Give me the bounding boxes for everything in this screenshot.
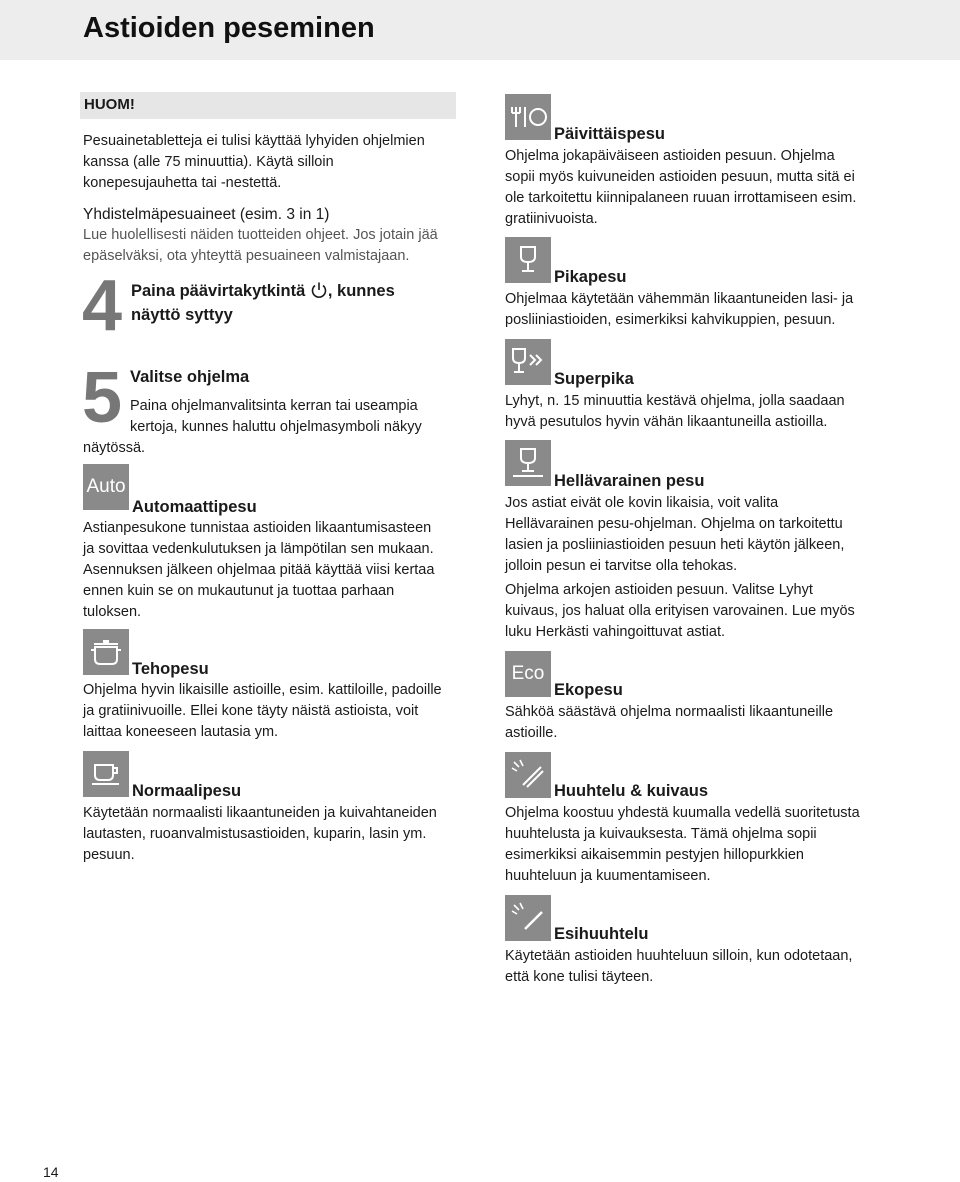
combo-line: Lue huolellisesti näiden tuotteiden ohjeet. Jos jotain jää (83, 227, 438, 243)
auto-icon (83, 464, 129, 510)
huuhtelu-line: huuhteluun ja kuumentamiseen. (505, 868, 711, 884)
note-line: Pesuainetabletteja ei tulisi käyttää lyhyiden ohjelmien (83, 133, 425, 149)
combo-title: Yhdistelmäpesuaineet (esim. 3 in 1) (83, 206, 330, 223)
step-4-number: 4 (82, 266, 123, 346)
huuhtelu-line: Ohjelma koostuu yhdestä kuumalla vedellä suoritetusta (505, 805, 860, 821)
note-line: konepesujauhetta tai -nestettä. (83, 175, 282, 191)
hellavarainen-line: lasien ja posliiniastioiden pesuun heti käytön jälkeen, (505, 537, 845, 553)
rinse-dry-icon (505, 752, 551, 798)
pika-line: Ohjelmaa käytetään vähemmän likaantuneiden lasi- ja (505, 291, 854, 307)
superpika-title: Superpika (554, 370, 634, 388)
cutlery-plate-icon (505, 94, 551, 140)
teho-title: Tehopesu (132, 660, 209, 678)
superpika-description (505, 391, 895, 433)
glass-plate-icon (505, 440, 551, 486)
paivittais-line: gratiinivuoista. (505, 211, 598, 227)
step-4-suffix: , kunnes (327, 282, 395, 300)
eco-icon-text: Eco (511, 663, 545, 684)
auto-line: ja sovittaa vedenkulutuksen ja lämpötilan sen mukaan. (83, 541, 434, 557)
glass-icon (505, 237, 551, 283)
pika-description (505, 289, 895, 331)
normaali-line: pesuun. (83, 847, 135, 863)
superpika-line: Lyhyt, n. 15 minuuttia kestävä ohjelma, jolla saadaan (505, 393, 845, 409)
teho-line: Ohjelma hyvin likaisille astioille, esim. kattiloille, padoille (83, 682, 442, 698)
step-5-line: kertoja, kunnes haluttu ohjelmasymboli näkyy (130, 419, 422, 435)
eko-title: Ekopesu (554, 681, 623, 699)
esihuuhtelu-description (505, 946, 895, 988)
eko-line: astioille. (505, 725, 558, 741)
hellavarainen-description-2 (505, 580, 895, 643)
hellavarainen-line: kuivaus, jos haluat olla erityisen varovainen. Lue myös (505, 603, 855, 619)
step-4-text: Paina päävirtakytkintä (131, 282, 306, 300)
superpika-line: hyvä pesutulos hyvin vähän likaantuneilla astioilla. (505, 414, 828, 430)
step-4-line1 (131, 281, 395, 304)
step-5-line: näytössä. (83, 440, 146, 456)
paivittais-line: ole tarkoitettu kiinnipalaneen ruuan irrottamiseen esim. (505, 190, 857, 206)
note-banner (80, 92, 456, 119)
cup-icon (83, 751, 129, 797)
esihuuhtelu-title: Esihuuhtelu (554, 925, 649, 943)
step-4-line2: näyttö syttyy (131, 306, 233, 324)
huuhtelu-line: huuhtelusta ja kuivauksesta. Tämä ohjelma sopii (505, 826, 817, 842)
auto-title: Automaattipesu (132, 498, 257, 516)
huuhtelu-description (505, 803, 895, 887)
note-text (83, 131, 463, 194)
note-line: kanssa (alle 75 minuuttia). Käytä silloin (83, 154, 334, 170)
huuhtelu-title: Huuhtelu & kuivaus (554, 782, 709, 800)
hellavarainen-description (505, 493, 895, 577)
pika-line: posliiniastioiden, esimerkiksi kahvikuppien, pesuun. (505, 312, 836, 328)
hellavarainen-line: Ohjelma arkojen astioiden pesuun. Valitse Lyhyt (505, 582, 813, 598)
auto-line: Asennuksen jälkeen ohjelmaa pitää käyttää viisi kertaa (83, 562, 435, 578)
auto-description (83, 518, 463, 623)
step-5-number: 5 (82, 358, 123, 438)
eco-icon (505, 651, 551, 697)
paivittais-description (505, 146, 895, 230)
glass-fast-icon (505, 339, 551, 385)
hellavarainen-line: jolloin pesun ei tarvitse olla tehokas. (505, 558, 738, 574)
normaali-line: lautasten, ruoanvalmistusastioiden, kuparin, lasin ym. (83, 826, 427, 842)
page-header (0, 0, 960, 60)
hellavarainen-line: Jos astiat eivät ole kovin likaisia, voit valita (505, 495, 779, 511)
pika-title: Pikapesu (554, 268, 627, 286)
hellavarainen-line: Hellävarainen pesu-ohjelman. Ohjelma on tarkoitettu (505, 516, 843, 532)
hellavarainen-line: luku Herkästi vahingoittuvat astiat. (505, 624, 726, 640)
eko-line: Sähköä säästävä ohjelma normaalisti likaantuneille (505, 704, 834, 720)
hellavarainen-title: Hellävarainen pesu (554, 472, 705, 490)
esihuuhtelu-line: Käytetään astioiden huuhteluun silloin, kun odotetaan, (505, 948, 853, 964)
step-5-line: Paina ohjelmanvalitsinta kerran tai useampia (130, 398, 418, 414)
huuhtelu-line: esimerkiksi aikaisemmin pestyjen hillopurkkien (505, 847, 804, 863)
auto-line: Astianpesukone tunnistaa astioiden likaantumisasteen (83, 520, 432, 536)
teho-description (83, 680, 463, 743)
esihuuhtelu-line: että kone tulisi täyteen. (505, 969, 654, 985)
note-label: HUOM! (84, 96, 135, 113)
paivittais-title: Päivittäispesu (554, 125, 665, 143)
page-title: Astioiden peseminen (83, 12, 375, 44)
power-icon (310, 281, 328, 304)
combo-section (83, 204, 463, 267)
auto-icon-text: Auto (86, 476, 126, 497)
paivittais-line: sopii myös kuivuneiden astioiden pesuun, mutta sitä ei (505, 169, 855, 185)
page-number: 14 (43, 1164, 59, 1180)
normaali-title: Normaalipesu (132, 782, 242, 800)
pot-icon (83, 629, 129, 675)
combo-line: epäselväksi, ota yhteyttä pesuaineen valmistajaan. (83, 248, 410, 264)
auto-line: tuloksen. (83, 604, 142, 620)
paivittais-line: Ohjelma jokapäiväiseen astioiden pesuun. Ohjelma (505, 148, 835, 164)
prerinse-icon (505, 895, 551, 941)
teho-line: laittaa koneeseen lautasia ym. (83, 724, 279, 740)
normaali-description (83, 803, 463, 866)
eko-description (505, 702, 895, 744)
teho-line: ja gratiinivuoille. Ellei kone täyty näistä astioista, voit (83, 703, 419, 719)
normaali-line: Käytetään normaalisti likaantuneiden ja kuivahtaneiden (83, 805, 437, 821)
auto-line: ennen kuin se on mukautunut ja tuottaa parhaan (83, 583, 395, 599)
step-5-title: Valitse ohjelma (130, 368, 250, 386)
